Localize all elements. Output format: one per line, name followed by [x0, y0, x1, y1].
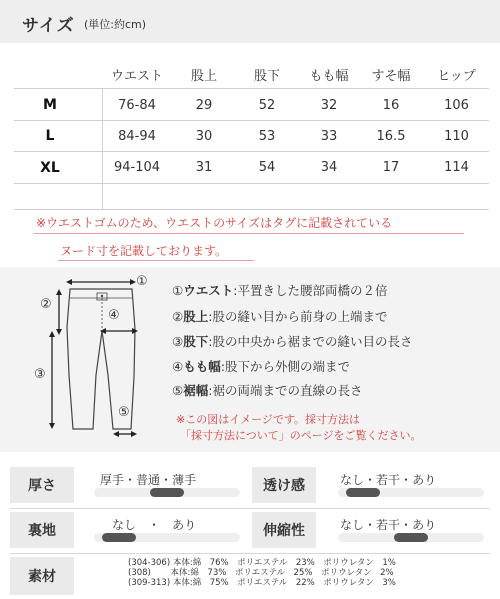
material-label: 素材: [10, 557, 74, 595]
waist-note-line2: ヌード寸を記載しております。: [60, 244, 228, 258]
transparency-scale: [338, 488, 484, 497]
lining-indicator: [102, 533, 136, 542]
column-header: 股上: [190, 68, 217, 84]
table-cell: 94-104: [113, 160, 161, 175]
table-header-row: [14, 60, 489, 89]
marker-inseam: ③: [34, 367, 46, 382]
table-cell: 31: [195, 160, 213, 175]
table-empty-row: [14, 184, 489, 210]
table-cell: 16.5: [376, 128, 406, 144]
measure-hem: ⑤裾幅:裾の両端までの直線の長さ: [172, 383, 363, 398]
note-underline: [58, 260, 254, 261]
stretch-scale: [338, 533, 484, 542]
marker-waist: ①: [136, 274, 148, 289]
column-header: ヒップ: [437, 68, 476, 84]
column-header: もも幅: [309, 68, 349, 84]
column-header: 股下: [253, 68, 280, 84]
row-divider: [10, 508, 490, 509]
transparency-indicator: [346, 488, 380, 497]
waist-note-line1: ※ウエストゴムのため、ウエストのサイズはタグに記載されている: [36, 216, 393, 230]
table-cell: 52: [258, 97, 276, 113]
table-cell: 33: [320, 128, 338, 144]
lining-options: なし ・ あり: [112, 518, 197, 532]
stretch-indicator: [394, 533, 428, 542]
transparency-options: なし・若干・あり: [340, 473, 437, 487]
stretch-options: なし・若干・あり: [340, 518, 437, 532]
thickness-scale: [94, 488, 240, 497]
material-line: (308) 本体:綿 73% ポリエステル 25% ポリウレタン 2%: [128, 568, 394, 578]
thickness-options: 厚手・普通・薄手: [100, 473, 197, 487]
measure-thigh: ④もも幅:股下から外側の端まで: [172, 359, 350, 374]
pants-diagram: [0, 267, 170, 452]
unit-label: (単位:約cm): [84, 18, 147, 31]
marker-rise: ②: [40, 297, 52, 312]
table-cell: 32: [320, 97, 338, 113]
row-label: XL: [40, 159, 60, 176]
thickness-indicator: [150, 488, 184, 497]
table-cell: 17: [382, 160, 400, 175]
table-cell: 76-84: [118, 97, 156, 113]
table-cell: 106: [444, 97, 469, 113]
table-row: [14, 90, 489, 121]
table-divider: [102, 88, 103, 210]
table-row: [14, 121, 489, 152]
table-row: [14, 152, 489, 184]
stretch-label: 伸縮性: [252, 512, 316, 548]
material-line: (304-306) 本体:綿 76% ポリエステル 23% ポリウレタン 1%: [128, 558, 396, 568]
table-cell: 114: [444, 160, 469, 175]
section-title: サイズ: [22, 16, 75, 36]
table-cell: 53: [258, 128, 276, 144]
transparency-label: 透け感: [252, 467, 316, 503]
measurement-panel: [0, 267, 500, 452]
row-label: L: [45, 128, 55, 144]
diagram-note-line1: ※この図はイメージです。採寸方法は: [176, 413, 361, 426]
table-cell: 34: [320, 160, 338, 175]
marker-thigh: ④: [108, 308, 120, 323]
table-cell: 16: [382, 97, 400, 113]
lining-scale: [94, 533, 240, 542]
lining-label: 裏地: [10, 512, 74, 548]
column-header: ウエスト: [110, 68, 163, 84]
note-underline: [34, 233, 464, 234]
row-label: M: [43, 97, 57, 113]
measure-waist: ①ウエスト:平置きした腰部両橋の２倍: [172, 283, 388, 298]
measure-rise: ②股上:股の縫い目から前身の上端まで: [172, 309, 388, 324]
marker-hem: ⑤: [118, 405, 130, 420]
row-divider: [10, 553, 490, 554]
column-header: すそ幅: [371, 68, 411, 84]
diagram-note-line2: 「採寸方法について」のページをご覧ください。: [180, 429, 422, 442]
thickness-label: 厚さ: [10, 467, 74, 503]
material-line: (309-313) 本体:綿 75% ポリエステル 22% ポリウレタン 3%: [128, 578, 396, 588]
table-cell: 30: [195, 128, 213, 144]
section-header: [0, 0, 500, 43]
measure-inseam: ③股下:股の中央から裾までの縫い目の長さ: [172, 334, 413, 349]
table-cell: 29: [195, 97, 213, 113]
table-cell: 54: [258, 160, 276, 175]
table-cell: 84-94: [118, 128, 156, 144]
table-cell: 110: [444, 128, 469, 144]
